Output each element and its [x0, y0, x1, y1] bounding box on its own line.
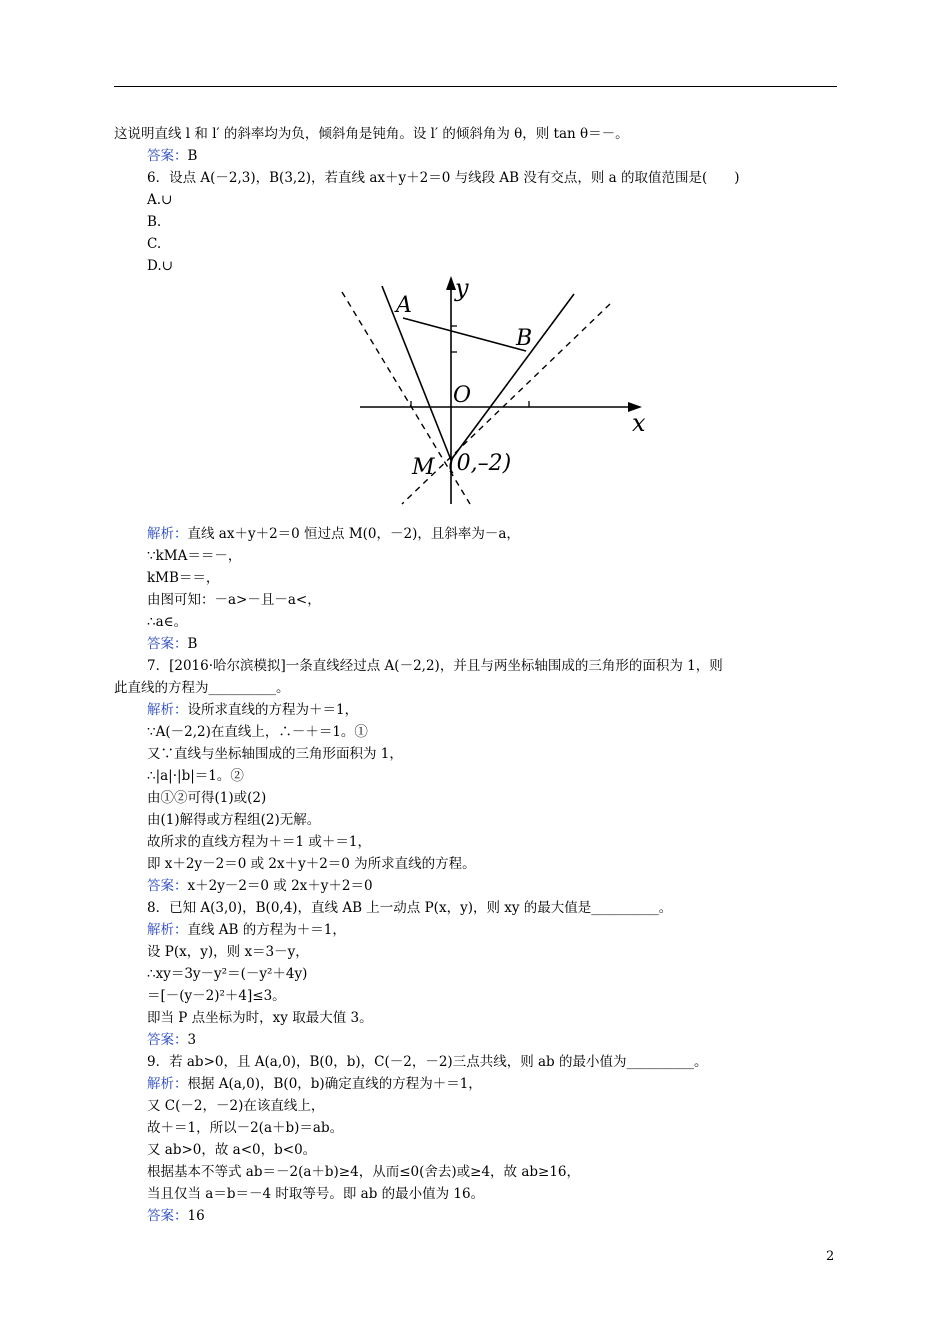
text-line	[147, 988, 286, 1004]
line-text: B.	[147, 214, 162, 230]
text-line	[147, 258, 173, 274]
text-line	[147, 812, 320, 828]
text-line	[147, 1098, 324, 1114]
line-text: 由图可知：－a>－且－a<，	[147, 592, 321, 608]
line-text: 这说明直线 l 和 l′ 的斜率均为负，倾斜角是钝角。设 l′ 的倾斜角为 θ，则 tan θ＝－。	[114, 126, 629, 142]
text-line	[147, 856, 476, 872]
analysis-label: 解析：	[147, 1076, 188, 1092]
answer-label: 答案：	[147, 636, 188, 652]
line-text: 又∵直线与坐标轴围成的三角形面积为 1，	[147, 746, 403, 762]
label-b: B	[516, 326, 533, 351]
coordinate-figure	[330, 274, 650, 514]
text-line	[147, 834, 371, 850]
line-text: 16	[187, 1208, 205, 1224]
answer-line	[147, 922, 346, 938]
text-line	[147, 192, 172, 208]
line-text: 又 C(－2，－2)在该直线上，	[147, 1098, 325, 1114]
text-line	[147, 570, 219, 586]
line-text: A.∪	[147, 192, 173, 208]
text-line	[147, 214, 161, 230]
line-text: B	[187, 148, 198, 164]
text-line	[147, 592, 321, 608]
line-text: 即 x＋2y－2＝0 或 2x＋y＋2＝0 为所求直线的方程。	[147, 856, 476, 872]
line-text: 当且仅当 a＝b＝－4 时取等号。即 ab 的最小值为 16。	[147, 1186, 485, 1202]
line-text: 7．[2016·哈尔滨模拟]一条直线经过点 A(－2,2)，并且与两坐标轴围成的三角形的面积为 1，则	[147, 658, 723, 674]
label-m-coord: (0,–2)	[448, 451, 512, 476]
answer-line	[147, 702, 358, 718]
text-line	[147, 236, 161, 252]
answer-line	[147, 878, 373, 894]
line-text: kMB＝＝，	[147, 570, 220, 586]
line-text: B	[187, 636, 198, 652]
line-text: 根据基本不等式 ab＝－2(a＋b)≥4，从而≤0(舍去)或≥4，故 ab≥16，	[147, 1164, 581, 1180]
answer-label: 答案：	[147, 148, 188, 164]
answer-line	[147, 1076, 482, 1092]
text-line	[147, 1164, 580, 1180]
line-text: 直线 AB 的方程为＋＝1，	[187, 922, 346, 938]
line-text: 9．若 ab>0，且 A(a,0)，B(0，b)，C(－2，－2)三点共线，则 ab 的最小值为__________。	[147, 1054, 708, 1070]
answer-label: 答案：	[147, 878, 188, 894]
label-a: A	[396, 293, 412, 318]
line-text: ∵A(－2,2)在直线上，∴－＋＝1。①	[147, 724, 368, 740]
text-line	[114, 126, 629, 142]
text-line	[147, 790, 266, 806]
line-text: 由①②可得(1)或(2)	[147, 790, 267, 806]
text-line	[147, 768, 244, 784]
answer-line	[147, 1208, 205, 1224]
label-y: y	[455, 274, 469, 302]
line-text: C.	[147, 236, 162, 252]
label-o: O	[453, 383, 472, 408]
answer-line	[147, 148, 197, 164]
text-line	[147, 1010, 373, 1026]
text-line	[114, 680, 290, 696]
analysis-label: 解析：	[147, 702, 188, 718]
line-text: ∴|a|·|b|＝1。②	[147, 768, 244, 784]
line-text: 故＋＝1，所以－2(a＋b)＝ab。	[147, 1120, 344, 1136]
page-number: 2	[826, 1249, 835, 1264]
line-text: 3	[187, 1032, 197, 1048]
text-line	[147, 614, 187, 630]
analysis-label: 解析：	[147, 922, 188, 938]
line-text: D.∪	[147, 258, 173, 274]
text-line	[147, 724, 368, 740]
line-text: 由(1)解得或方程组(2)无解。	[147, 812, 321, 828]
text-line	[147, 170, 740, 186]
line-text: 直线 ax＋y＋2＝0 恒过点 M(0，－2)，且斜率为－a，	[187, 526, 520, 542]
text-line	[147, 1142, 316, 1158]
text-line	[147, 658, 723, 674]
line-text: 设 P(x，y)，则 x＝3－y，	[147, 944, 309, 960]
answer-label: 答案：	[147, 1032, 188, 1048]
line-text: 6．设点 A(－2,3)，B(3,2)，若直线 ax＋y＋2＝0 与线段 AB 没有交点，则 a 的取值范围是( )	[147, 170, 740, 186]
answer-label: 答案：	[147, 1208, 188, 1224]
line-text: 即当 P 点坐标为时，xy 取最大值 3。	[147, 1010, 373, 1026]
line-text: ∴a∈。	[147, 614, 188, 630]
header-rule	[114, 86, 837, 87]
line-text: 此直线的方程为__________。	[114, 680, 290, 696]
text-line	[147, 1186, 484, 1202]
answer-line	[147, 1032, 196, 1048]
answer-line	[147, 636, 197, 652]
line-text: 根据 A(a,0)，B(0，b)确定直线的方程为＋＝1，	[187, 1076, 482, 1092]
label-m: M	[412, 455, 435, 480]
line-mb	[451, 294, 574, 460]
line-text: ∴xy＝3y－y²＝(－y²＋4y)	[147, 966, 308, 982]
segment-ab	[403, 318, 526, 351]
line-text: 8．已知 A(3,0)，B(0,4)，直线 AB 上一动点 P(x，y)，则 xy 的最大值是__________。	[147, 900, 673, 916]
line-text: 设所求直线的方程为＋＝1，	[187, 702, 359, 718]
text-line	[147, 746, 403, 762]
text-line	[147, 548, 241, 564]
text-line	[147, 944, 309, 960]
answer-line	[147, 526, 520, 542]
analysis-label: 解析：	[147, 526, 188, 542]
line-text: ＝[－(y－2)²＋4]≤3。	[147, 988, 286, 1004]
line-text: ∵kMA＝＝－，	[147, 548, 242, 564]
line-text: 故所求的直线方程为＋＝1 或＋＝1，	[147, 834, 371, 850]
line-ma	[382, 286, 451, 460]
line-text: 又 ab>0，故 a<0，b<0。	[147, 1142, 317, 1158]
text-line	[147, 966, 307, 982]
text-line	[147, 1120, 343, 1136]
label-x: x	[632, 409, 646, 437]
line-text: x＋2y－2＝0 或 2x＋y＋2＝0	[187, 878, 373, 894]
text-line	[147, 1054, 707, 1070]
text-line	[147, 900, 672, 916]
